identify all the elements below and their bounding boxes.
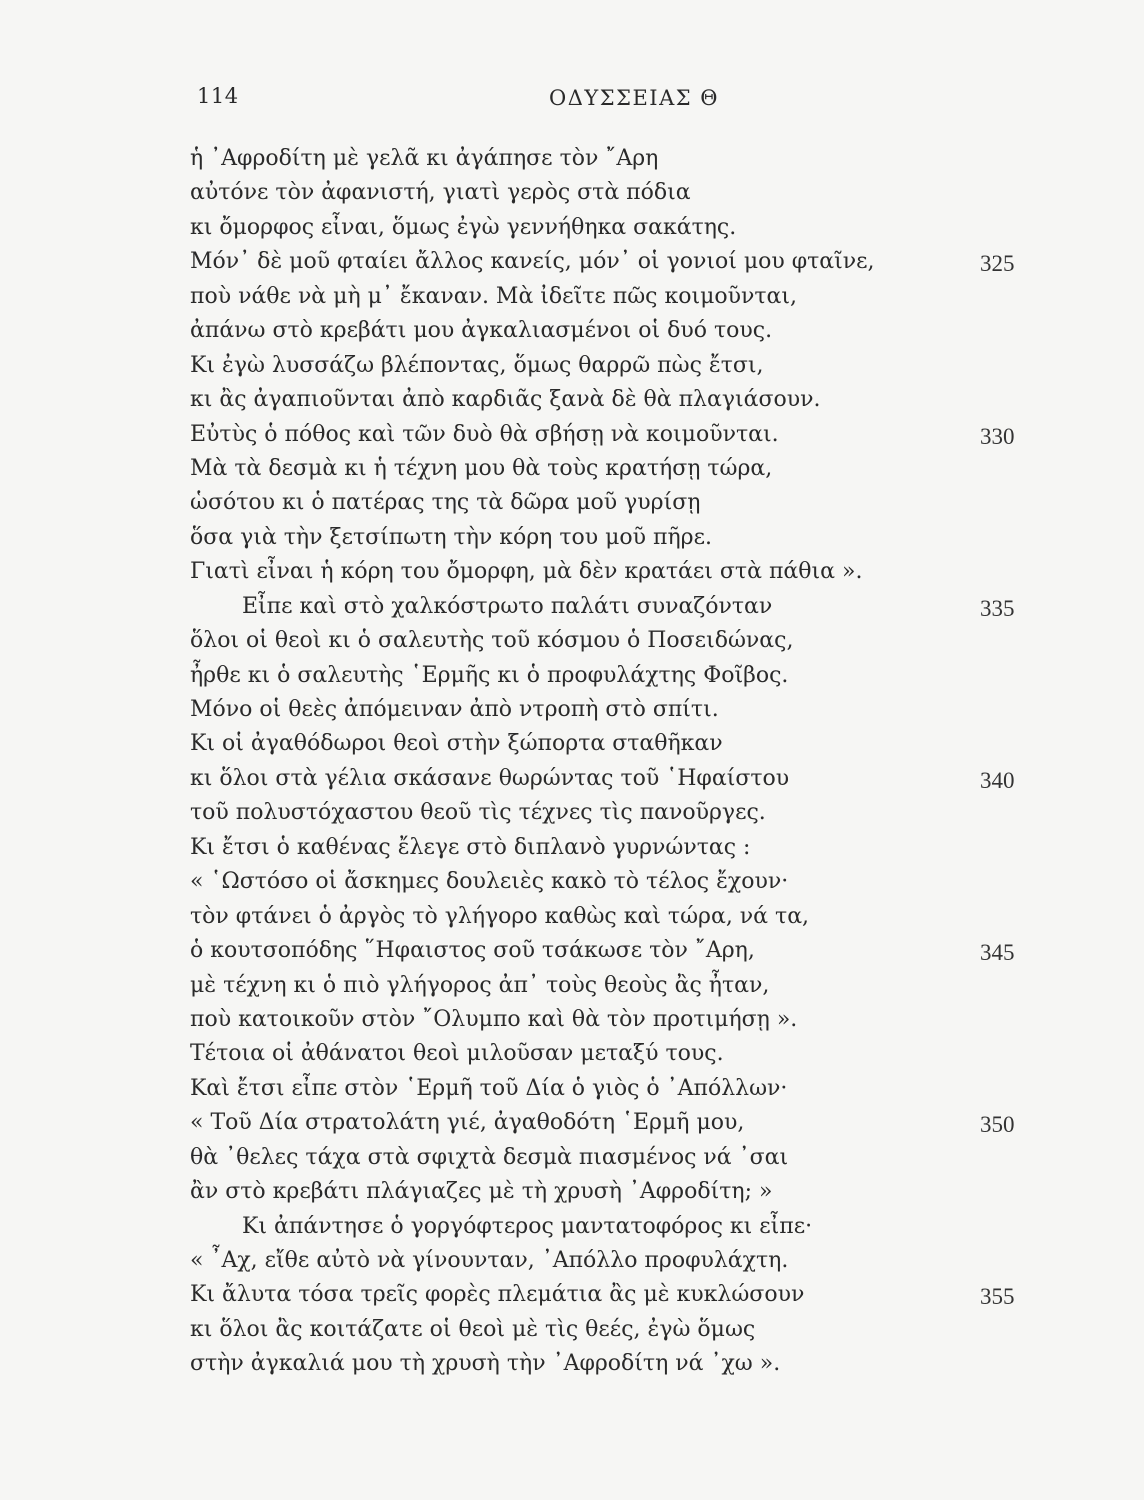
verse-text: « ῏Αχ, εἴθε αὐτὸ νὰ γίνουνταν, ᾿Απόλλο προφυλάχτη. [190, 1248, 789, 1273]
verse-text: θὰ ᾿θελες τάχα στὰ σφιχτὰ δεσμὰ πιασμένος νά ᾿σαι [190, 1144, 789, 1170]
verse-line [190, 521, 1070, 555]
verse-text: Εὐτὺς ὁ πόθος καὶ τῶν δυὸ θὰ σβήσῃ νὰ κοιμοῦνται. [190, 421, 779, 447]
verse-line [190, 1072, 1070, 1106]
line-number: 350 [980, 1112, 1015, 1138]
verse-line [190, 1106, 1070, 1140]
verse-line [190, 349, 1070, 383]
verse-text: Κι ἀπάντησε ὁ γοργόφτερος μαντατοφόρος κι εἶπε· [242, 1213, 813, 1239]
verse-line [190, 831, 1070, 865]
verse-line [190, 1313, 1070, 1347]
verse-text: Γιατὶ εἶναι ἡ κόρη του ὄμορφη, μὰ δὲν κρατάει στὰ πάθια ». [190, 559, 863, 585]
verse-line [190, 418, 1070, 452]
verse-text: στὴν ἀγκαλιά μου τὴ χρυσὴ τὴν ᾿Αφροδίτη νά ᾿χω ». [190, 1351, 781, 1377]
verse-text: αὐτόνε τὸν ἀφανιστή, γιατὶ γερὸς στὰ πόδια [190, 180, 691, 206]
verse-text: ποὺ νάθε νὰ μὴ μ᾿ ἔκαναν. Μὰ ἰδεῖτε πῶς κοιμοῦνται, [190, 283, 798, 309]
verse-line [190, 486, 1070, 520]
verse-line [190, 211, 1070, 245]
verse-text: κι ὅλοι ἂς κοιτάζατε οἱ θεοὶ μὲ τὶς θεές, ἐγὼ ὅμως [190, 1316, 756, 1342]
verse-line [190, 1278, 1070, 1312]
verse-line [190, 865, 1070, 899]
verse-text: κι ἂς ἀγαπιοῦνται ἀπὸ καρδιᾶς ξανὰ δὲ θὰ πλαγιάσουν. [190, 387, 821, 413]
verse-line [190, 245, 1070, 279]
verse-line [190, 555, 1070, 589]
verse-line [190, 1141, 1070, 1175]
verse-line [190, 659, 1070, 693]
verse-text: τὸν φτάνει ὁ ἀργὸς τὸ γλήγορο καθὼς καὶ τώρα, νά τα, [190, 903, 810, 929]
verse-line [190, 1347, 1070, 1381]
verse-text: Μόνο οἱ θεὲς ἀπόμειναν ἀπὸ ντροπὴ στὸ σπίτι. [190, 697, 719, 722]
verse-text: « ῾Ωστόσο οἱ ἄσκημες δουλειὲς κακὸ τὸ τέλος ἔχουν· [190, 869, 789, 895]
line-number: 325 [980, 251, 1015, 277]
verse-line [190, 176, 1070, 210]
verse-line [190, 1175, 1070, 1209]
verse-block [190, 142, 1070, 1382]
verse-line [190, 624, 1070, 658]
verse-text: Κι ἐγὼ λυσσάζω βλέποντας, ὅμως θαρρῶ πὼς ἔτσι, [190, 352, 764, 378]
verse-text: « Τοῦ Δία στρατολάτη γιέ, ἀγαθοδότη ῾Ερμῆ μου, [190, 1110, 745, 1136]
verse-text: Τέτοια οἱ ἀθάνατοι θεοὶ μιλοῦσαν μεταξύ τους. [190, 1041, 724, 1067]
verse-line [190, 452, 1070, 486]
verse-line [190, 762, 1070, 796]
verse-text: ὅλοι οἱ θεοὶ κι ὁ σαλευτὴς τοῦ κόσμου ὁ Ποσειδώνας, [190, 628, 794, 654]
verse-line [190, 383, 1070, 417]
verse-line [190, 934, 1070, 968]
verse-text: Μόν᾿ δὲ μοῦ φταίει ἄλλος κανείς, μόν᾿ οἱ γονιοί μου φταῖνε, [190, 249, 875, 275]
verse-text: κι ὄμορφος εἶναι, ὅμως ἐγὼ γεννήθηκα σακάτης. [190, 214, 737, 240]
verse-line [190, 969, 1070, 1003]
verse-line [190, 142, 1070, 176]
verse-text: Κι οἱ ἀγαθόδωροι θεοὶ στὴν ξώπορτα σταθῆκαν [190, 731, 723, 757]
verse-line [190, 280, 1070, 314]
verse-line [190, 900, 1070, 934]
verse-text: μὲ τέχνη κι ὁ πιὸ γλήγορος ἀπ᾿ τοὺς θεοὺς ἂς ἦταν, [190, 972, 770, 998]
verse-text: κι ὅλοι στὰ γέλια σκάσανε θωρώντας τοῦ ῾Ηφαίστου [190, 765, 790, 791]
verse-text: Καὶ ἔτσι εἶπε στὸν ῾Ερμῆ τοῦ Δία ὁ γιὸς ὁ ᾿Απόλλων· [190, 1075, 788, 1101]
line-number: 355 [980, 1284, 1015, 1310]
page-number: 114 [197, 84, 239, 108]
verse-text: ὁ κουτσοπόδης ῞Ηφαιστος σοῦ τσάκωσε τὸν ῎Αρη, [190, 938, 755, 964]
verse-line [190, 1037, 1070, 1071]
verse-line [190, 314, 1070, 348]
verse-text: ἂν στὸ κρεβάτι πλάγιαζες μὲ τὴ χρυσὴ ᾿Αφροδίτη; » [190, 1179, 773, 1205]
verse-text: ἀπάνω στὸ κρεβάτι μου ἀγκαλιασμένοι οἱ δυό τους. [190, 318, 773, 344]
verse-text: ἦρθε κι ὁ σαλευτὴς ῾Ερμῆς κι ὁ προφυλάχτης Φοῖβος. [190, 662, 789, 688]
verse-text: ἡ ᾿Αφροδίτη μὲ γελᾶ κι ἀγάπησε τὸν ῎Αρη [190, 146, 659, 171]
verse-text: Μὰ τὰ δεσμὰ κι ἡ τέχνη μου θὰ τοὺς κρατήσῃ τώρα, [190, 455, 773, 481]
verse-text: τοῦ πολυστόχαστου θεοῦ τὶς τέχνες τὶς πανοῦργες. [190, 800, 766, 826]
line-number: 345 [980, 940, 1015, 966]
running-head: ΟΔΥΣΣΕΙΑΣ Θ [549, 86, 719, 110]
line-number: 335 [980, 595, 1015, 621]
verse-line [190, 1210, 1070, 1244]
verse-line [190, 1003, 1070, 1037]
verse-text: ποὺ κατοικοῦν στὸν ῎Ολυμπο καὶ θὰ τὸν προτιμήσῃ ». [190, 1006, 798, 1032]
verse-line [190, 590, 1070, 624]
verse-text: ὡσότου κι ὁ πατέρας της τὰ δῶρα μοῦ γυρίσῃ [190, 490, 701, 516]
verse-line [190, 1244, 1070, 1278]
verse-text: Εἶπε καὶ στὸ χαλκόστρωτο παλάτι συναζόνταν [242, 593, 773, 619]
verse-text: Κι ἔτσι ὁ καθένας ἔλεγε στὸ διπλανὸ γυρνώντας : [190, 834, 751, 860]
verse-text: ὅσα γιὰ τὴν ξετσίπωτη τὴν κόρη του μοῦ πῆρε. [190, 524, 713, 550]
verse-line [190, 796, 1070, 830]
line-number: 330 [980, 423, 1015, 449]
verse-line [190, 693, 1070, 727]
line-number: 340 [980, 767, 1015, 793]
verse-line [190, 727, 1070, 761]
verse-text: Κι ἄλυτα τόσα τρεῖς φορὲς πλεμάτια ἂς μὲ κυκλώσουν [190, 1282, 805, 1308]
